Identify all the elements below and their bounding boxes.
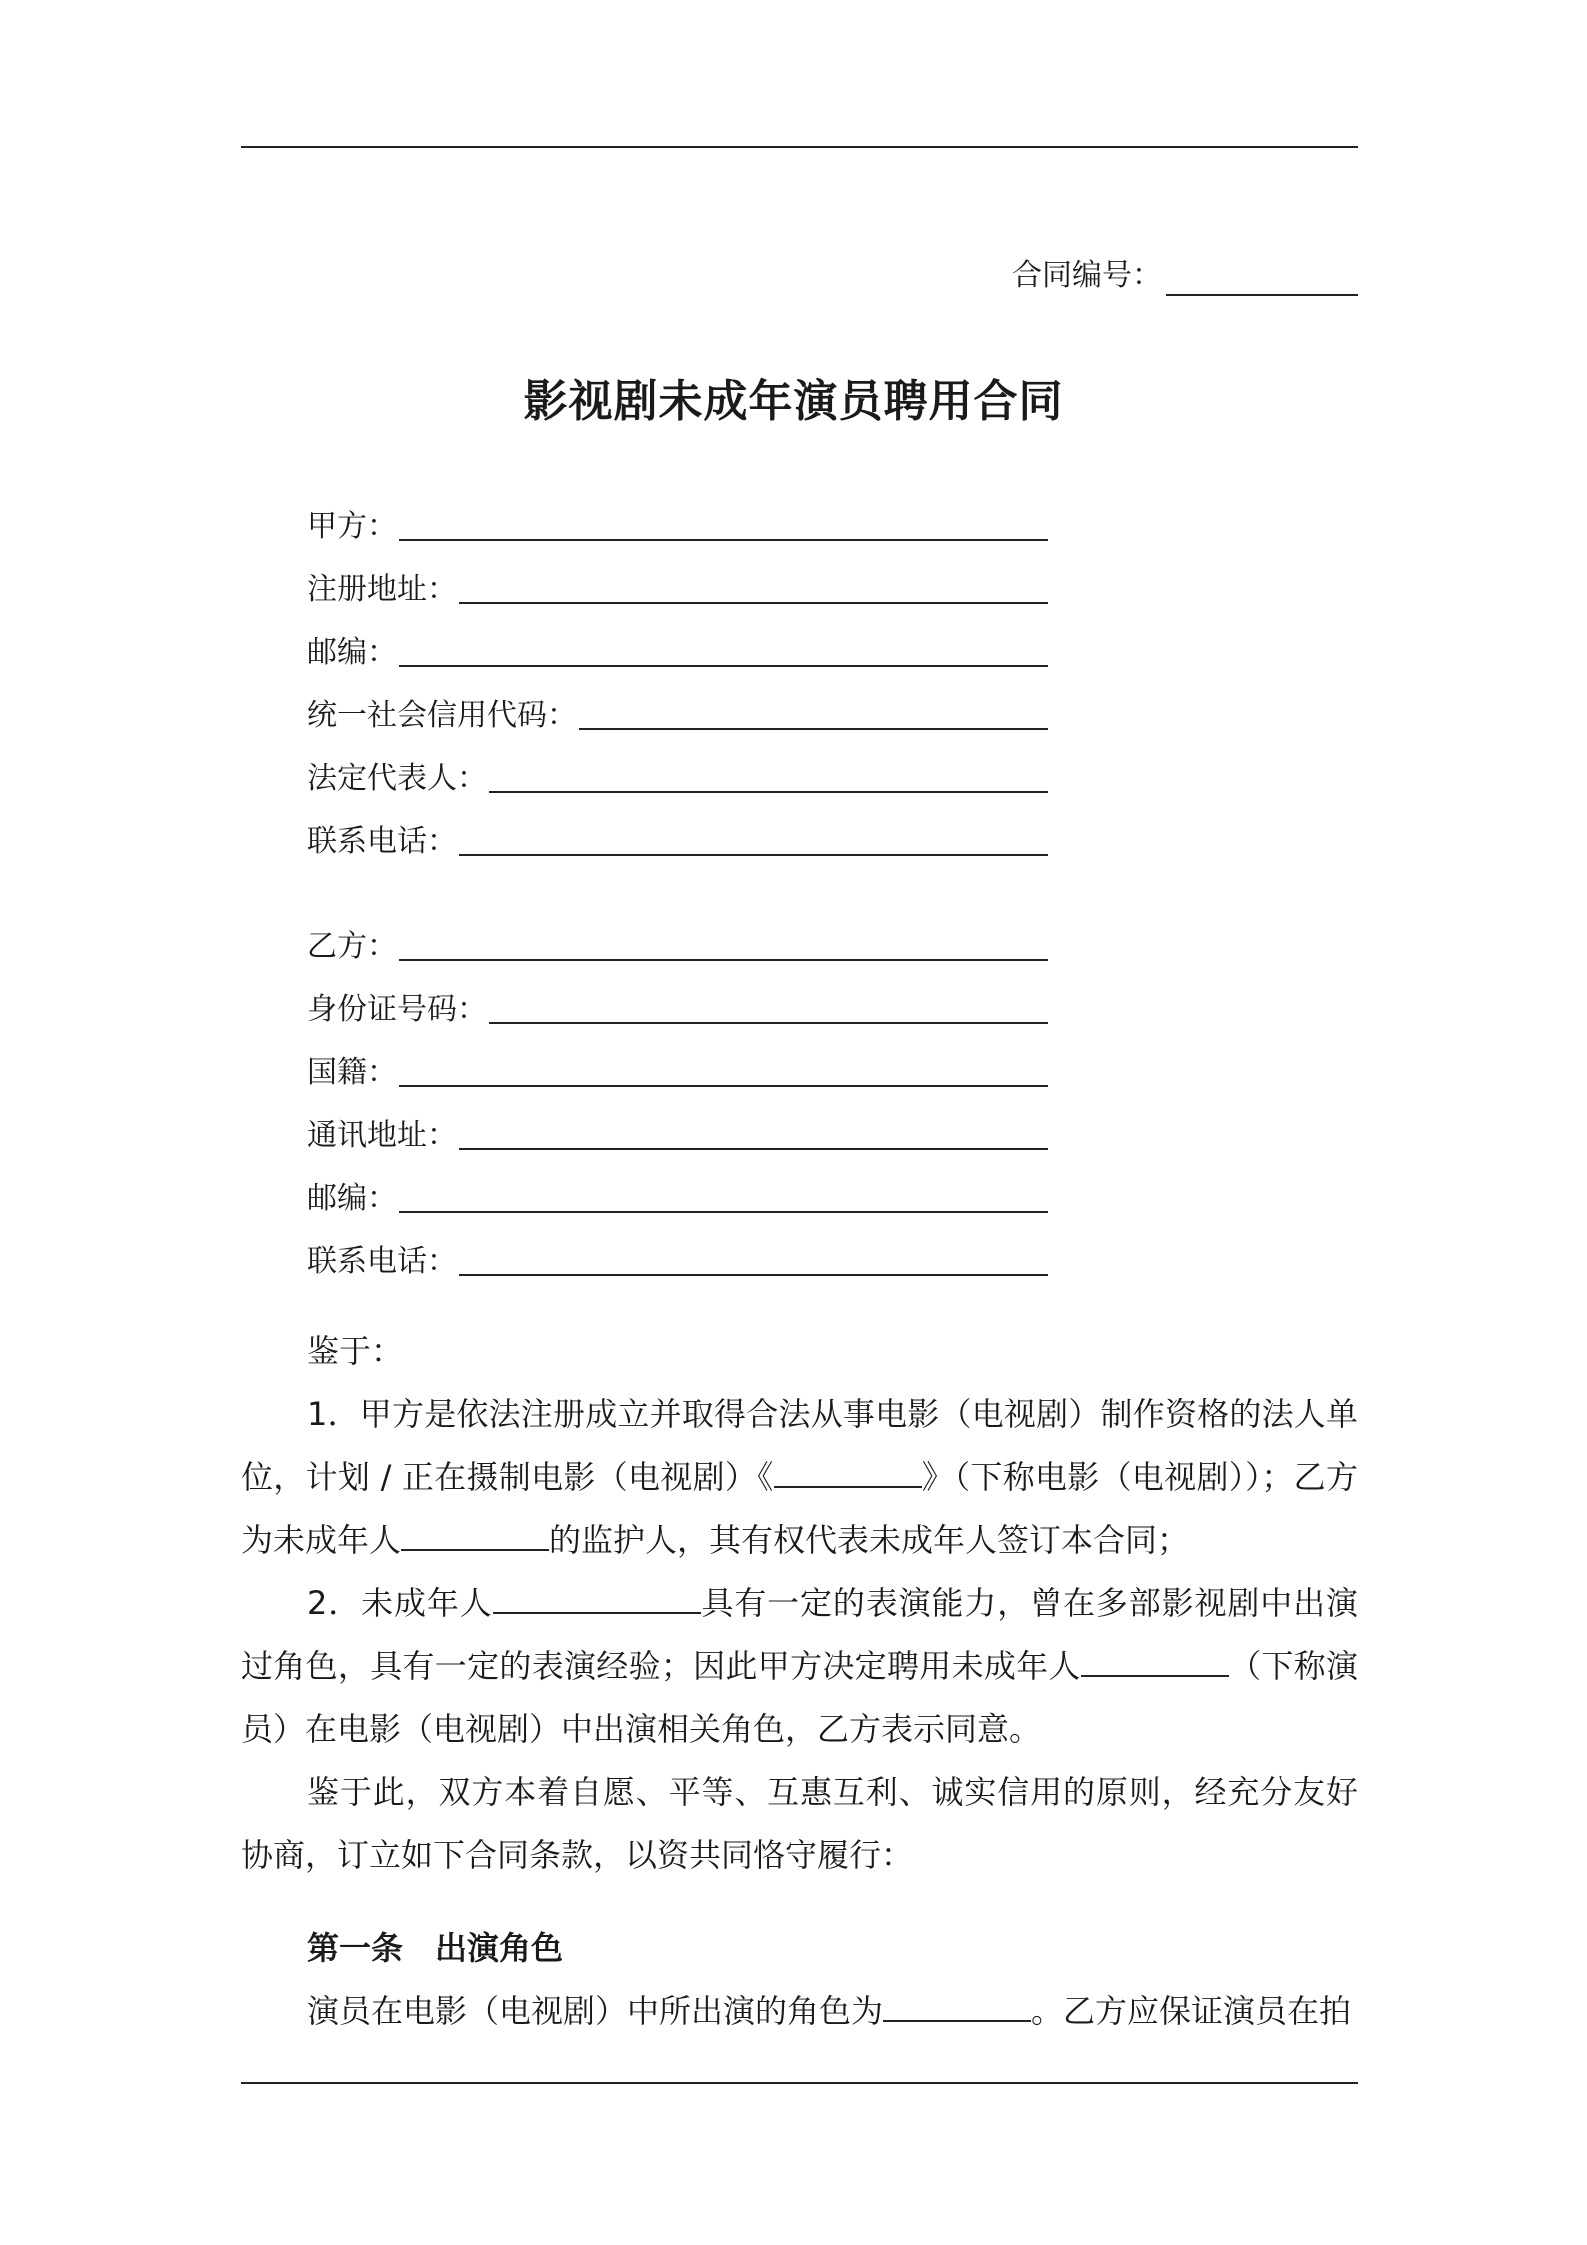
header-rule	[241, 146, 1358, 148]
role-name-blank	[883, 1990, 1031, 2022]
article-1-text-a: 演员在电影（电视剧）中所出演的角色为	[307, 1992, 884, 2030]
field-blank	[459, 1234, 1048, 1276]
party-a-credit-code-field	[307, 675, 1048, 738]
field-blank	[459, 814, 1048, 856]
contract-number-label: 合同编号：	[1012, 258, 1162, 293]
recital-1-text-b: 》（下称电影（电视剧））；乙方为未成年人	[241, 1458, 1358, 1559]
field-label: 邮编：	[307, 1181, 397, 1216]
field-blank	[579, 688, 1048, 730]
recital-2-text-a: 2．未成年人	[307, 1584, 493, 1622]
field-label: 法定代表人：	[307, 761, 487, 796]
party-b-name-field	[307, 906, 1048, 969]
contract-body	[241, 1320, 1358, 2043]
article-1-title: 第一条 出演角色	[307, 1929, 564, 1967]
field-label: 注册地址：	[307, 572, 457, 607]
party-b-postcode-field	[307, 1158, 1048, 1221]
field-blank	[399, 499, 1048, 541]
field-label: 邮编：	[307, 635, 397, 670]
film-title-blank	[774, 1456, 922, 1488]
field-label: 联系电话：	[307, 824, 457, 859]
field-label: 联系电话：	[307, 1244, 457, 1279]
recital-2-text-c: （下称演员）在电影（电视剧）中出演相关角色，乙方表示同意。	[241, 1647, 1358, 1748]
field-label: 通讯地址：	[307, 1118, 457, 1153]
party-b-nationality-field	[307, 1032, 1048, 1095]
field-blank	[399, 625, 1048, 667]
field-blank	[399, 1045, 1048, 1087]
contract-number-blank	[1166, 260, 1358, 296]
field-label: 国籍：	[307, 1055, 397, 1090]
field-label: 统一社会信用代码：	[307, 698, 577, 733]
party-b-id-field	[307, 969, 1048, 1032]
field-label: 甲方：	[307, 509, 397, 544]
party-a-phone-field	[307, 801, 1048, 864]
party-b-info	[307, 906, 1048, 1284]
field-label: 乙方：	[307, 929, 397, 964]
field-blank	[459, 1108, 1048, 1150]
document-title: 影视剧未成年演员聘用合同	[523, 376, 1064, 427]
field-label: 身份证号码：	[307, 992, 487, 1027]
article-1-text	[241, 1980, 1358, 2043]
recital-item-2	[241, 1572, 1358, 1761]
recitals-conclusion: 鉴于此，双方本着自愿、平等、互惠互利、诚实信用的原则，经充分友好协商，订立如下合同条款，以资共同恪守履行：	[241, 1773, 1358, 1874]
party-a-address-field	[307, 549, 1048, 612]
party-a-name-field	[307, 486, 1048, 549]
article-1-text-b: 。乙方应保证演员在拍	[1031, 1992, 1352, 2030]
field-blank	[399, 1171, 1048, 1213]
footer-rule	[241, 2082, 1358, 2084]
field-blank	[489, 751, 1048, 793]
recitals-heading: 鉴于：	[307, 1332, 404, 1370]
minor-name-blank	[401, 1519, 549, 1551]
contract-number	[1012, 256, 1358, 296]
minor-name-blank	[493, 1582, 701, 1614]
minor-name-blank	[1081, 1645, 1229, 1677]
recital-item-1	[241, 1383, 1358, 1572]
party-b-address-field	[307, 1095, 1048, 1158]
field-blank	[399, 919, 1048, 961]
field-blank	[459, 562, 1048, 604]
field-blank	[489, 982, 1048, 1024]
party-a-legal-rep-field	[307, 738, 1048, 801]
recital-2-text-b: 具有一定的表演能力，曾在多部影视剧中出演过角色，具有一定的表演经验；因此甲方决定聘用未成年人	[241, 1584, 1358, 1685]
party-b-phone-field	[307, 1221, 1048, 1284]
recital-1-text-a: 1．甲方是依法注册成立并取得合法从事电影（电视剧）制作资格的法人单位，计划 / 正在摄制电影（电视剧）《	[241, 1395, 1358, 1496]
party-a-postcode-field	[307, 612, 1048, 675]
party-a-info	[307, 486, 1048, 864]
recital-1-text-c: 的监护人，其有权代表未成年人签订本合同；	[549, 1521, 1190, 1559]
